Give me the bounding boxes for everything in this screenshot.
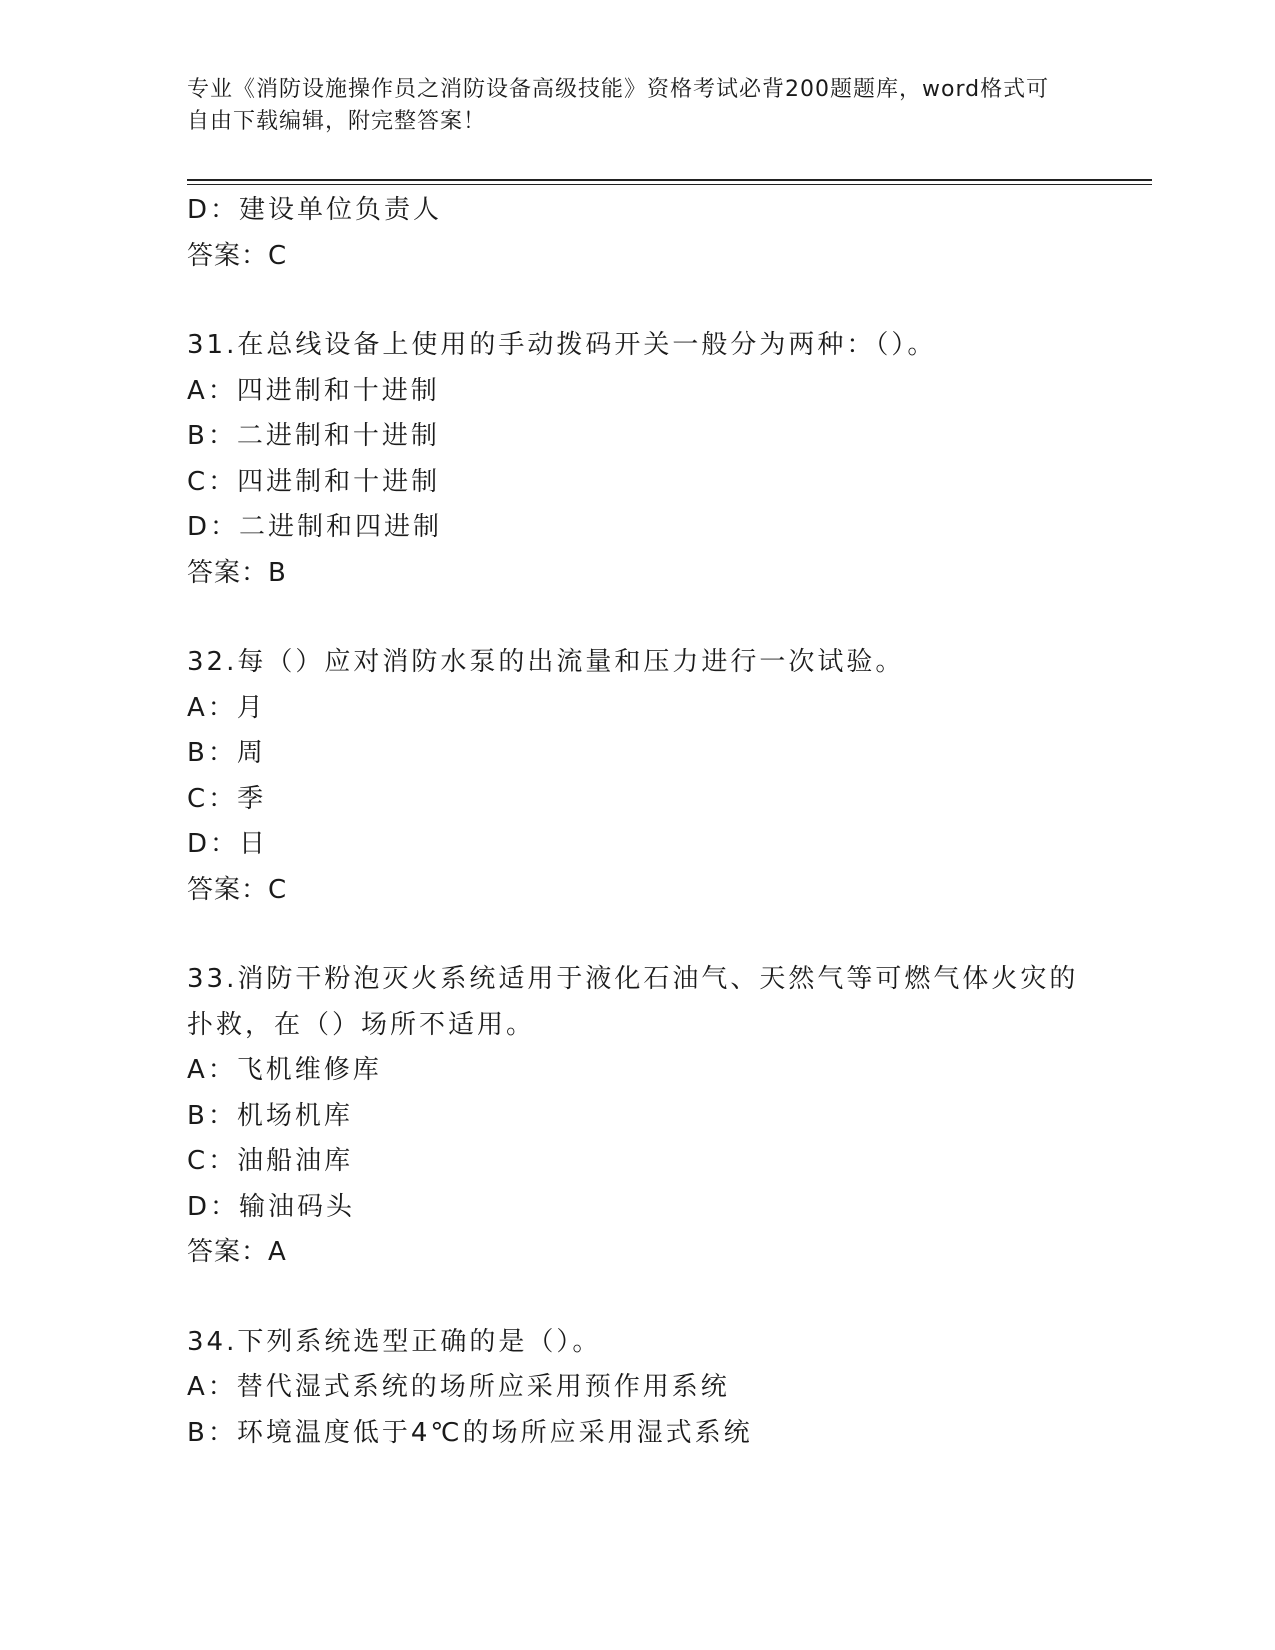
option-b: B：二进制和十进制 <box>187 421 440 451</box>
question-block <box>187 640 1087 913</box>
option-d: D：二进制和四进制 <box>187 512 443 542</box>
question-stem: 32.每（）应对消防水泵的出流量和压力进行一次试验。 <box>187 647 905 677</box>
answer-line: 答案：C <box>187 874 288 905</box>
option-a: A：飞机维修库 <box>187 1055 382 1085</box>
question-block <box>187 323 1087 596</box>
option-a: A：月 <box>187 692 266 723</box>
document-header-title: 专业《消防设施操作员之消防设备高级技能》资格考试必背200题题库，word格式可自由下载编辑，附完整答案！ <box>187 77 1050 134</box>
spacer <box>187 279 1087 323</box>
answer-line: 答案：C <box>187 240 288 271</box>
question-stem: 33.消防干粉泡灭火系统适用于液化石油气、天然气等可燃气体火灾的扑救，在（）场所不适用。 <box>187 964 1079 1040</box>
option-c: C：季 <box>187 783 267 814</box>
option-d: D：建设单位负责人 <box>187 195 443 225</box>
header-divider-thin <box>187 184 1152 185</box>
question-stem: 31.在总线设备上使用的手动拨码开关一般分为两种：（）。 <box>187 330 937 360</box>
option-d: D：日 <box>187 829 269 859</box>
option-c: C：四进制和十进制 <box>187 466 441 497</box>
option-b: B：环境温度低于4℃的场所应采用湿式系统 <box>187 1417 753 1448</box>
question-stem: 34.下列系统选型正确的是（）。 <box>187 1326 602 1357</box>
spacer <box>187 913 1087 957</box>
option-b: B：机场机库 <box>187 1100 353 1131</box>
answer-line: 答案：A <box>187 1237 287 1267</box>
answer-line: 答案：B <box>187 557 287 588</box>
spacer <box>187 596 1087 640</box>
option-b: B：周 <box>187 738 266 768</box>
question-block <box>187 957 1087 1276</box>
question-block <box>187 1320 1087 1457</box>
option-a: A：四进制和十进制 <box>187 375 440 406</box>
spacer <box>187 1276 1087 1320</box>
header-divider-thick <box>187 179 1152 181</box>
question-list <box>187 188 1087 1456</box>
option-d: D：输油码头 <box>187 1191 356 1222</box>
option-a: A：替代湿式系统的场所应采用预作用系统 <box>187 1372 730 1402</box>
option-c: C：油船油库 <box>187 1146 354 1176</box>
